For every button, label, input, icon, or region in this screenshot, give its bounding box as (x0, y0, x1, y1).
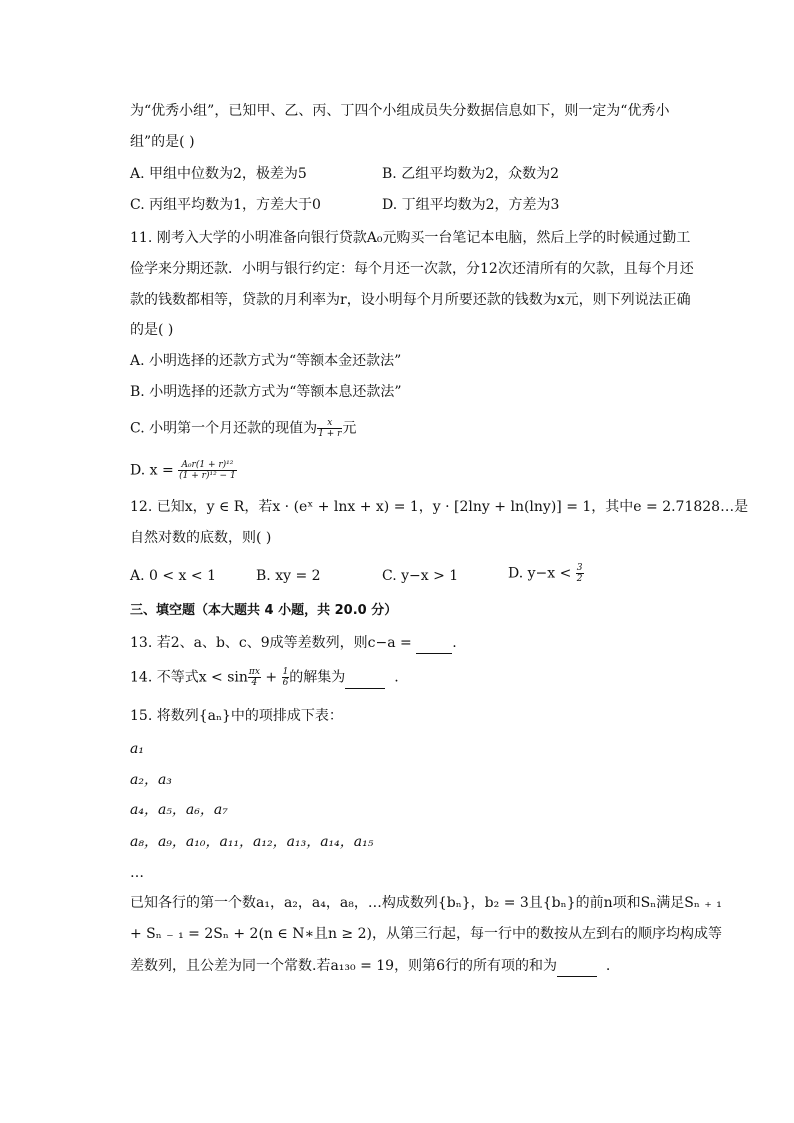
section-heading: 三、填空题（本大题共 4 小题，共 20.0 分） (130, 603, 398, 618)
q11-option-a: A. 小明选择的还款方式为“等额本金还款法” (130, 353, 402, 369)
q12-option-d (508, 563, 584, 584)
fraction-denominator: 6 (282, 678, 289, 688)
q11-option-c-post: 元 (342, 420, 357, 437)
q15-table-row3: a₄，a₅，a₆，a₇ (130, 802, 228, 818)
fraction-denominator: 1 + r (318, 429, 342, 439)
q11-option-c (130, 418, 356, 439)
q10-option-b: B. 乙组平均数为2，众数为2 (382, 166, 560, 182)
q10-continuation-line2: 组”的是( ) (130, 134, 195, 150)
fraction-numerator: 3 (576, 563, 583, 573)
q14-plus: + (265, 669, 278, 686)
q13-text: 13. 若2、a、b、c、9成等差数列，则c−a = (130, 635, 412, 651)
q11-stem-line1: 11. 刚考入大学的小明准备向银行贷款A₀元购买一台笔记本电脑，然后上学的时候通过勤工 (130, 230, 691, 246)
q11-option-c-fraction (317, 418, 342, 439)
answer-blank (416, 633, 452, 654)
q11-stem-line2: 俭学来分期还款．小明与银行约定：每个月还一次款，分12次还清所有的欠款，且每个月还 (130, 261, 694, 277)
q14-stem (130, 667, 399, 689)
q10-option-c: C. 丙组平均数为1，方差大于0 (130, 197, 321, 213)
q12-stem-line1: 12. 已知x，y ∈ R，若x · (eˣ + lnx + x) = 1，y · [2lny + ln(lny)] = 1，其中e = 2.71828…是 (130, 499, 749, 515)
q11-stem-line3: 款的钱数都相等，贷款的月利率为r，设小明每个月所要还款的钱数为x元，则下列说法正确 (130, 292, 691, 308)
q12-option-b: B. xy = 2 (256, 568, 321, 584)
q11-option-d (130, 460, 237, 481)
fraction-numerator: A₀r(1 + r)¹² (178, 460, 237, 471)
q10-option-d: D. 丁组平均数为2，方差为3 (382, 197, 560, 213)
q10-continuation-line1: 为“优秀小组”，已知甲、乙、丙、丁四个小组成员失分数据信息如下，则一定为“优秀小 (130, 103, 670, 119)
q15-table-row4: a₈，a₉，a₁₀，a₁₁，a₁₂，a₁₃，a₁₄，a₁₅ (130, 834, 374, 850)
fraction-numerator: πx (248, 667, 260, 677)
q15-table-row2: a₂，a₃ (130, 772, 172, 788)
fraction-numerator: x (317, 418, 342, 429)
fraction-denominator: (1 + r)¹² − 1 (179, 471, 236, 481)
q15-stem-line1: 15. 将数列{aₙ}中的项排成下表： (130, 708, 343, 724)
q12-option-c: C. y−x > 1 (382, 568, 459, 584)
q14-post: 的解集为 (289, 669, 346, 686)
q12-stem-line2: 自然对数的底数，则( ) (130, 530, 272, 546)
q15-stem-line3: + Sₙ ₋ ₁ = 2Sₙ + 2(n ∈ N∗且n ≥ 2)，从第三行起，每一行中的数按从左到右的顺序均构成等 (130, 926, 722, 942)
answer-blank (557, 956, 597, 977)
q14-fraction-1 (248, 667, 261, 688)
q11-stem-line4: 的是( ) (130, 322, 174, 338)
fraction-denominator: 4 (251, 678, 258, 688)
q14-end: . (394, 669, 399, 686)
fraction-numerator: 1 (282, 667, 289, 677)
q14-pre: 14. 不等式x < sin (130, 669, 248, 686)
q13-stem (130, 633, 457, 654)
q15-end: . (605, 958, 611, 974)
q15-stem-line4 (130, 956, 610, 977)
q11-option-c-pre: C. 小明第一个月还款的现值为 (130, 420, 318, 437)
q11-option-d-pre: D. x = (130, 462, 174, 479)
fraction-denominator: 2 (576, 574, 583, 584)
q15-table-row5: … (130, 865, 144, 881)
q12-option-d-fraction (576, 563, 584, 584)
q15-line4-text: 差数列，且公差为同一个常数.若a₁₃₀ = 19，则第6行的所有项的和为 (130, 958, 557, 974)
q15-stem-line2: 已知各行的第一个数a₁，a₂，a₄，a₈，…构成数列{bₙ}，b₂ = 3且{bₙ}的前n项和Sₙ满足Sₙ ₊ ₁ (130, 895, 722, 911)
q12-option-a: A. 0 < x < 1 (130, 568, 216, 584)
q13-end: . (452, 635, 457, 651)
answer-blank (345, 668, 385, 689)
q10-option-a: A. 甲组中位数为2，极差为5 (130, 166, 307, 182)
q11-option-d-fraction (178, 460, 237, 481)
q11-option-b: B. 小明选择的还款方式为“等额本息还款法” (130, 384, 402, 400)
q15-table-row1: a₁ (130, 741, 144, 757)
q12-option-d-pre: D. y−x < (508, 565, 572, 582)
